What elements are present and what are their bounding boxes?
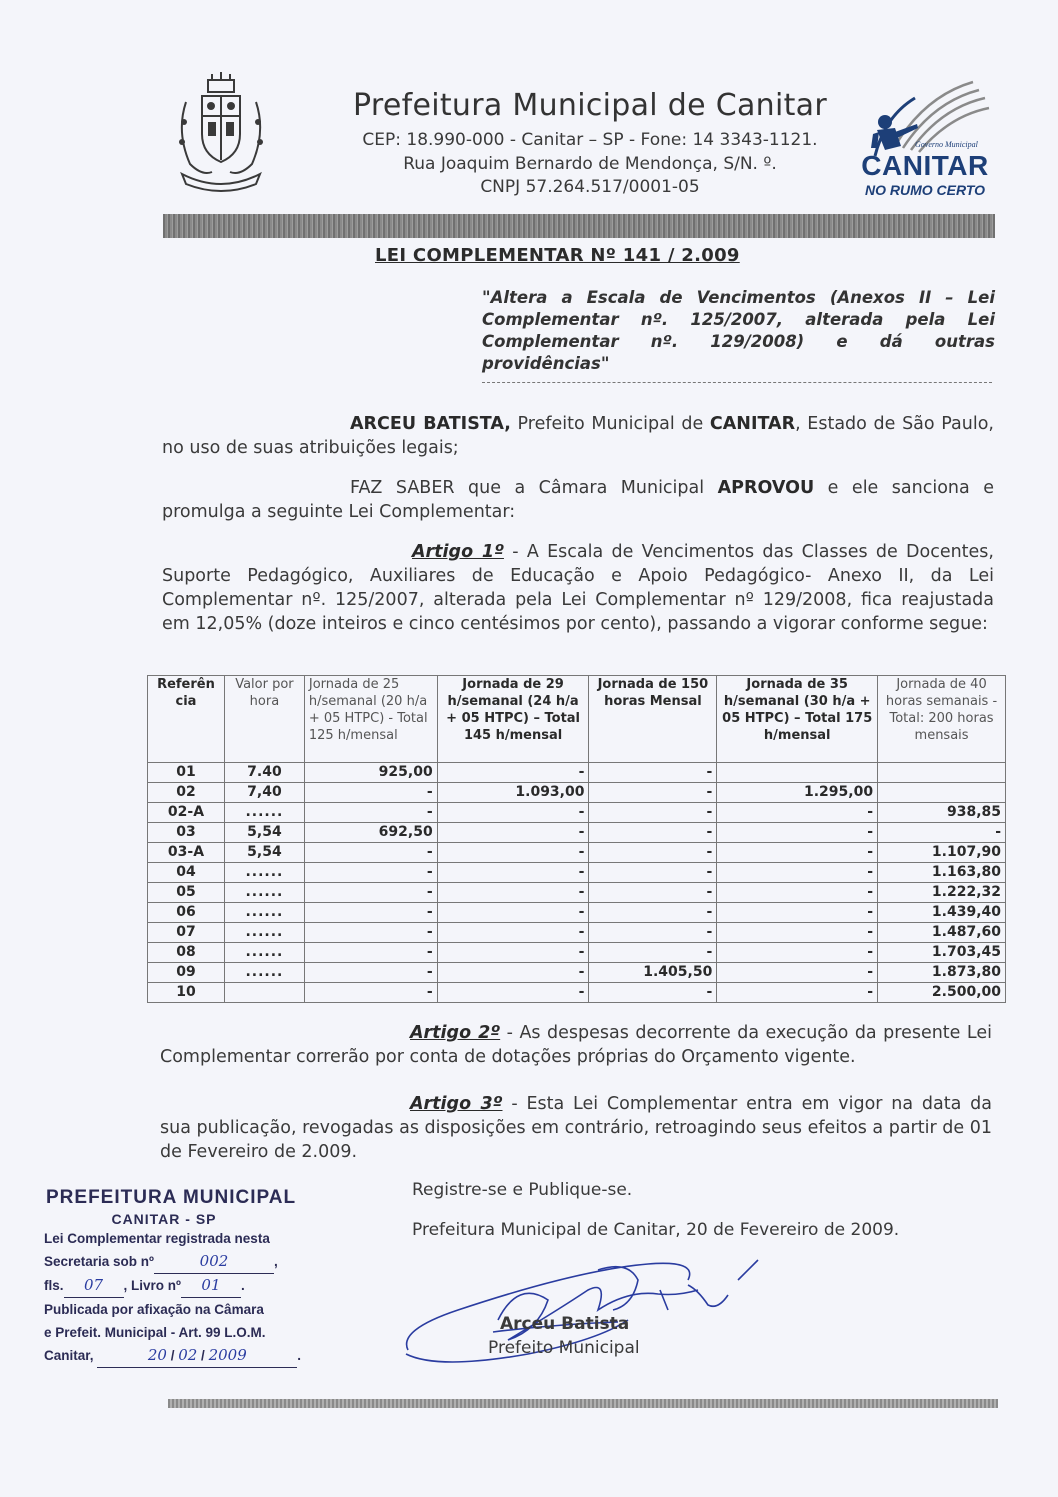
stamp-line-3: fls. 07 , Livro nº 01 . — [44, 1274, 344, 1298]
stamp-line-3-prefix: fls. — [44, 1278, 64, 1293]
table-cell: 1.295,00 — [717, 783, 878, 803]
column-header-29h: Jornada de 29 h/semanal (24 h/a + 05 HTPC) – Total 145 h/mensal — [437, 676, 589, 763]
footer-divider-bar — [168, 1399, 998, 1408]
table-cell: ...... — [224, 863, 304, 883]
table-cell — [878, 783, 1006, 803]
table-cell: - — [589, 883, 717, 903]
stamp-line-6: Canitar, 20 / 02 / 2009 . — [44, 1344, 344, 1368]
table-cell: 692,50 — [304, 823, 437, 843]
signer-name: Arceu Batista — [500, 1314, 630, 1334]
table-cell: - — [717, 863, 878, 883]
header-divider-bar — [163, 214, 995, 238]
article-2-paragraph — [160, 1021, 992, 1069]
table-cell: - — [589, 843, 717, 863]
table-cell — [717, 763, 878, 783]
header-cnpj: CNPJ 57.264.517/0001-05 — [480, 177, 700, 197]
mayor-name: ARCEU BATISTA, — [350, 414, 511, 434]
table-cell: - — [589, 783, 717, 803]
table-cell: 1.107,90 — [878, 843, 1006, 863]
stamp-page-number: 07 — [83, 1276, 104, 1294]
logo-wordmark: CANITAR — [861, 150, 989, 181]
table-cell: - — [589, 923, 717, 943]
table-cell: 1.873,80 — [878, 963, 1006, 983]
table-header-row — [148, 676, 1006, 763]
stamp-line-4: Publicada por afixação na Câmara — [44, 1302, 264, 1317]
column-header-hourly-value: Valor por hora — [224, 676, 304, 763]
preamble-text-2: , Estado de São Paulo, no uso de suas atribuições legais; — [162, 414, 994, 458]
table-row — [148, 783, 1006, 803]
table-cell: - — [717, 883, 878, 903]
table-cell: - — [878, 823, 1006, 843]
stamp-line-2-prefix: Secretaria sob nº — [44, 1254, 154, 1269]
table-cell: 925,00 — [304, 763, 437, 783]
city-name: CANITAR — [709, 414, 796, 434]
table-cell: 1.093,00 — [437, 783, 589, 803]
table-cell: - — [437, 923, 589, 943]
table-cell: - — [304, 863, 437, 883]
table-cell: - — [717, 963, 878, 983]
stamp-line-6-prefix: Canitar, — [44, 1348, 94, 1363]
table-row — [148, 923, 1006, 943]
table-cell: - — [437, 983, 589, 1003]
article-3-text: - Esta Lei Complementar entra em vigor na data da sua publicação, revogadas as disposições em contrário, retroagindo seus efeitos a partir de 01 de Fevereiro de 2.009. — [160, 1094, 992, 1162]
stamp-line-3-mid: , Livro nº — [123, 1278, 181, 1293]
enactment-text-2: e ele sanciona e promulga a seguinte Lei Complementar: — [162, 478, 994, 522]
header-address-line-1: CEP: 18.990-000 - Canitar – SP - Fone: 14 3343-1121. — [362, 130, 818, 150]
table-cell: - — [304, 783, 437, 803]
table-cell: - — [437, 803, 589, 823]
stamp-register-number: 002 — [199, 1252, 229, 1270]
stamp-year: 2009 — [208, 1346, 247, 1364]
table-cell: 01 — [148, 763, 225, 783]
table-cell: - — [589, 983, 717, 1003]
table-cell: - — [589, 763, 717, 783]
table-cell: 06 — [148, 903, 225, 923]
table-cell: 03-A — [148, 843, 225, 863]
table-cell: 1.439,40 — [878, 903, 1006, 923]
table-cell: 1.703,45 — [878, 943, 1006, 963]
table-cell: ...... — [224, 883, 304, 903]
table-cell: 07 — [148, 923, 225, 943]
coat-of-arms-icon — [172, 72, 270, 194]
table-cell — [224, 983, 304, 1003]
table-cell: 08 — [148, 943, 225, 963]
table-cell: 7,40 — [224, 783, 304, 803]
table-cell: - — [304, 963, 437, 983]
table-row — [148, 863, 1006, 883]
table-cell: - — [589, 863, 717, 883]
table-cell: - — [717, 943, 878, 963]
table-cell: 02 — [148, 783, 225, 803]
table-cell: - — [304, 923, 437, 943]
table-row — [148, 883, 1006, 903]
table-cell: ...... — [224, 923, 304, 943]
table-cell: ...... — [224, 903, 304, 923]
article-1-text: - A Escala de Vencimentos das Classes de Docentes, Suporte Pedagógico, Auxiliares de Educação e Apoio Pedagógico- Anexo II, da Lei Complementar nº. 125/2007, alterada pela Lei Complementar nº 129/2008, fica reajustada em 12,05% (doze inteiros e cinco centésimos por cento), passando a vigorar conforme segue: — [162, 542, 994, 634]
enactment-paragraph — [162, 476, 994, 524]
table-cell: - — [589, 823, 717, 843]
table-row — [148, 943, 1006, 963]
preamble-text-1: Prefeito Municipal de — [510, 414, 710, 434]
table-row — [148, 963, 1006, 983]
preamble-paragraph — [162, 412, 994, 460]
table-cell: - — [717, 843, 878, 863]
stamp-line-5: e Prefeit. Municipal - Art. 99 L.O.M. — [44, 1325, 266, 1340]
article-3-label: Artigo 3º — [410, 1094, 503, 1114]
register-publish-line: Registre-se e Publique-se. — [412, 1180, 633, 1200]
column-header-reference: Referên cia — [148, 676, 225, 763]
law-title: LEI COMPLEMENTAR Nº 141 / 2.009 — [375, 245, 740, 266]
table-cell: - — [717, 923, 878, 943]
table-row — [148, 983, 1006, 1003]
header-address-line-2: Rua Joaquim Bernardo de Mendonça, S/N. º. — [403, 154, 777, 174]
table-cell: - — [304, 843, 437, 863]
column-header-35h: Jornada de 35 h/semanal (30 h/a + 05 HTPC) – Total 175 h/mensal — [717, 676, 878, 763]
table-cell: 09 — [148, 963, 225, 983]
table-cell: - — [437, 963, 589, 983]
column-header-150h: Jornada de 150 horas Mensal — [589, 676, 717, 763]
table-cell: - — [717, 803, 878, 823]
table-cell: - — [717, 983, 878, 1003]
table-cell: 05 — [148, 883, 225, 903]
stamp-month: 02 — [178, 1346, 198, 1364]
table-row — [148, 763, 1006, 783]
table-row — [148, 843, 1006, 863]
table-row — [148, 823, 1006, 843]
table-cell: - — [304, 903, 437, 923]
page-title: Prefeitura Municipal de Canitar — [353, 88, 827, 123]
table-cell: - — [437, 763, 589, 783]
stamp-line-2: Secretaria sob nº 002 , — [44, 1250, 344, 1274]
article-2-label: Artigo 2º — [410, 1023, 501, 1043]
salary-scale-table — [147, 675, 1006, 1003]
table-cell: 1.487,60 — [878, 923, 1006, 943]
table-cell: 1.405,50 — [589, 963, 717, 983]
table-cell: 03 — [148, 823, 225, 843]
table-cell: - — [717, 823, 878, 843]
column-header-25h: Jornada de 25 h/semanal (20 h/a + 05 HTPC) - Total 125 h/mensal — [304, 676, 437, 763]
table-row — [148, 903, 1006, 923]
table-cell: - — [304, 883, 437, 903]
table-cell: ...... — [224, 803, 304, 823]
table-cell: 10 — [148, 983, 225, 1003]
stamp-day: 20 — [147, 1346, 167, 1364]
registration-stamp — [44, 1187, 344, 1368]
enactment-text-1: FAZ SABER que a Câmara Municipal — [350, 478, 718, 498]
table-cell: - — [437, 903, 589, 923]
column-header-40h: Jornada de 40 horas semanais - Total: 200 horas mensais — [878, 676, 1006, 763]
table-cell: 1.163,80 — [878, 863, 1006, 883]
table-cell: 938,85 — [878, 803, 1006, 823]
table-cell: - — [437, 943, 589, 963]
table-cell: 7.40 — [224, 763, 304, 783]
table-cell: - — [304, 803, 437, 823]
table-cell: - — [437, 883, 589, 903]
place-date-line: Prefeitura Municipal de Canitar, 20 de Fevereiro de 2009. — [412, 1220, 900, 1240]
stamp-subtitle: CANITAR - SP — [111, 1211, 217, 1227]
table-cell: - — [304, 943, 437, 963]
summary-divider — [482, 382, 992, 383]
article-1-paragraph — [162, 540, 994, 636]
approved-word: APROVOU — [717, 478, 815, 498]
table-cell: 04 — [148, 863, 225, 883]
table-cell: - — [437, 823, 589, 843]
table-cell: - — [589, 943, 717, 963]
stamp-title: PREFEITURA MUNICIPAL — [46, 1187, 297, 1208]
law-summary: "Altera a Escala de Vencimentos (Anexos II – Lei Complementar nº. 125/2007, alterada pela Lei Complementar nº. 129/2008) e dá outras providências" — [482, 288, 995, 373]
table-cell — [878, 763, 1006, 783]
table-row — [148, 803, 1006, 823]
stamp-line-1: Lei Complementar registrada nesta — [44, 1231, 270, 1246]
table-cell: 5,54 — [224, 823, 304, 843]
signer-role: Prefeito Municipal — [488, 1338, 640, 1358]
table-cell: ...... — [224, 943, 304, 963]
stamp-book-number: 01 — [201, 1276, 221, 1294]
table-cell: - — [717, 903, 878, 923]
table-cell: 1.222,32 — [878, 883, 1006, 903]
table-cell: 2.500,00 — [878, 983, 1006, 1003]
table-cell: - — [437, 843, 589, 863]
article-1-label: Artigo 1º — [412, 542, 504, 562]
table-cell: - — [437, 863, 589, 883]
article-2-text: - As despesas decorrente da execução da presente Lei Complementar correrão por conta de dotações próprias do Orçamento vigente. — [160, 1023, 992, 1067]
table-cell: - — [589, 903, 717, 923]
logo-slogan: NO RUMO CERTO — [864, 182, 986, 198]
logo-government-label: Governo Municipal — [915, 140, 978, 149]
table-cell: - — [304, 983, 437, 1003]
table-cell: ...... — [224, 963, 304, 983]
table-cell: 5,54 — [224, 843, 304, 863]
table-cell: - — [589, 803, 717, 823]
table-cell: 02-A — [148, 803, 225, 823]
article-3-paragraph — [160, 1092, 992, 1164]
